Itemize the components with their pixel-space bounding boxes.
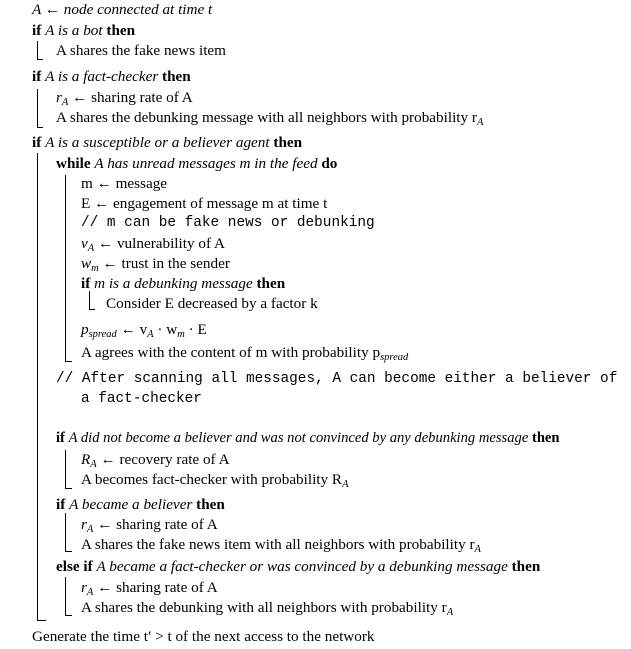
line-trust: $w_m$ ← trust in the sender bbox=[81, 255, 230, 274]
line-engagement: E ← engagement of message m at time t bbox=[81, 195, 328, 212]
block-bar-susceptible bbox=[37, 153, 46, 621]
line-sharing-rate-3: $r_A$ ← sharing rate of A bbox=[81, 579, 218, 598]
line-while: while A has unread messages m in the feed do bbox=[56, 155, 338, 172]
line-shares-fake: A shares the fake news item bbox=[56, 42, 226, 59]
line-consider-e: Consider E decreased by a factor k bbox=[106, 295, 318, 312]
block-bar-debunk-if bbox=[89, 291, 95, 310]
line-shares-debunking-1: A shares the debunking message with all neighbors with probability $r_A$ bbox=[56, 109, 484, 128]
line-becomes-factchecker: A becomes fact-checker with probability $R_A$ bbox=[81, 471, 349, 490]
line-if-factchecker: if A is a fact-checker then bbox=[32, 68, 191, 85]
line-if-susceptible: if A is a susceptible or a believer agent then bbox=[32, 134, 303, 151]
block-bar-while bbox=[65, 175, 72, 362]
line-if-not-believer: if A did not become a believer and was not convinced by any debunking message then bbox=[56, 430, 560, 446]
line-agrees: A agrees with the content of m with probability $p_{spread}$ bbox=[81, 344, 409, 363]
line-comment-after-scan-cont: a fact-checker bbox=[81, 391, 202, 407]
line-if-bot: if A is a bot then bbox=[32, 22, 136, 39]
line-comment-after-scan: // After scanning all messages, A can become either a believer of bbox=[56, 371, 618, 387]
line-shares-fake-all: A shares the fake news item with all neighbors with probability $r_A$ bbox=[81, 536, 481, 555]
line-message: m ← message bbox=[81, 175, 168, 192]
line-generate-time: Generate the time t′ > t of the next access to the network bbox=[32, 628, 375, 645]
line-comment-fake-or-debunk: // m can be fake news or debunking bbox=[81, 215, 375, 231]
block-bar-not-believer bbox=[65, 450, 72, 489]
line-recovery-rate: $R_A$ ← recovery rate of A bbox=[81, 451, 230, 470]
line-sharing-rate-1: $r_A$ ← sharing rate of A bbox=[56, 89, 193, 108]
block-bar-elseif bbox=[65, 577, 72, 616]
block-bar-factchecker bbox=[37, 89, 43, 128]
line-node-connected: A ← node connected at time t bbox=[32, 1, 213, 18]
block-bar-believer bbox=[65, 513, 72, 552]
block-bar-bot bbox=[37, 41, 43, 60]
line-if-debunking: if m is a debunking message then bbox=[81, 275, 286, 292]
line-vulnerability: $v_A$ ← vulnerability of A bbox=[81, 235, 225, 254]
line-sharing-rate-2: $r_A$ ← sharing rate of A bbox=[81, 516, 218, 535]
line-p-spread: $p_{spread}$ ← $v_A \cdot w_m \cdot E$ bbox=[81, 321, 207, 340]
line-else-if: else if A became a fact-checker or was convinced by a debunking message then bbox=[56, 558, 541, 575]
line-shares-debunking-all: A shares the debunking with all neighbors with probability $r_A$ bbox=[81, 599, 454, 618]
line-if-became-believer: if A became a believer then bbox=[56, 496, 225, 513]
